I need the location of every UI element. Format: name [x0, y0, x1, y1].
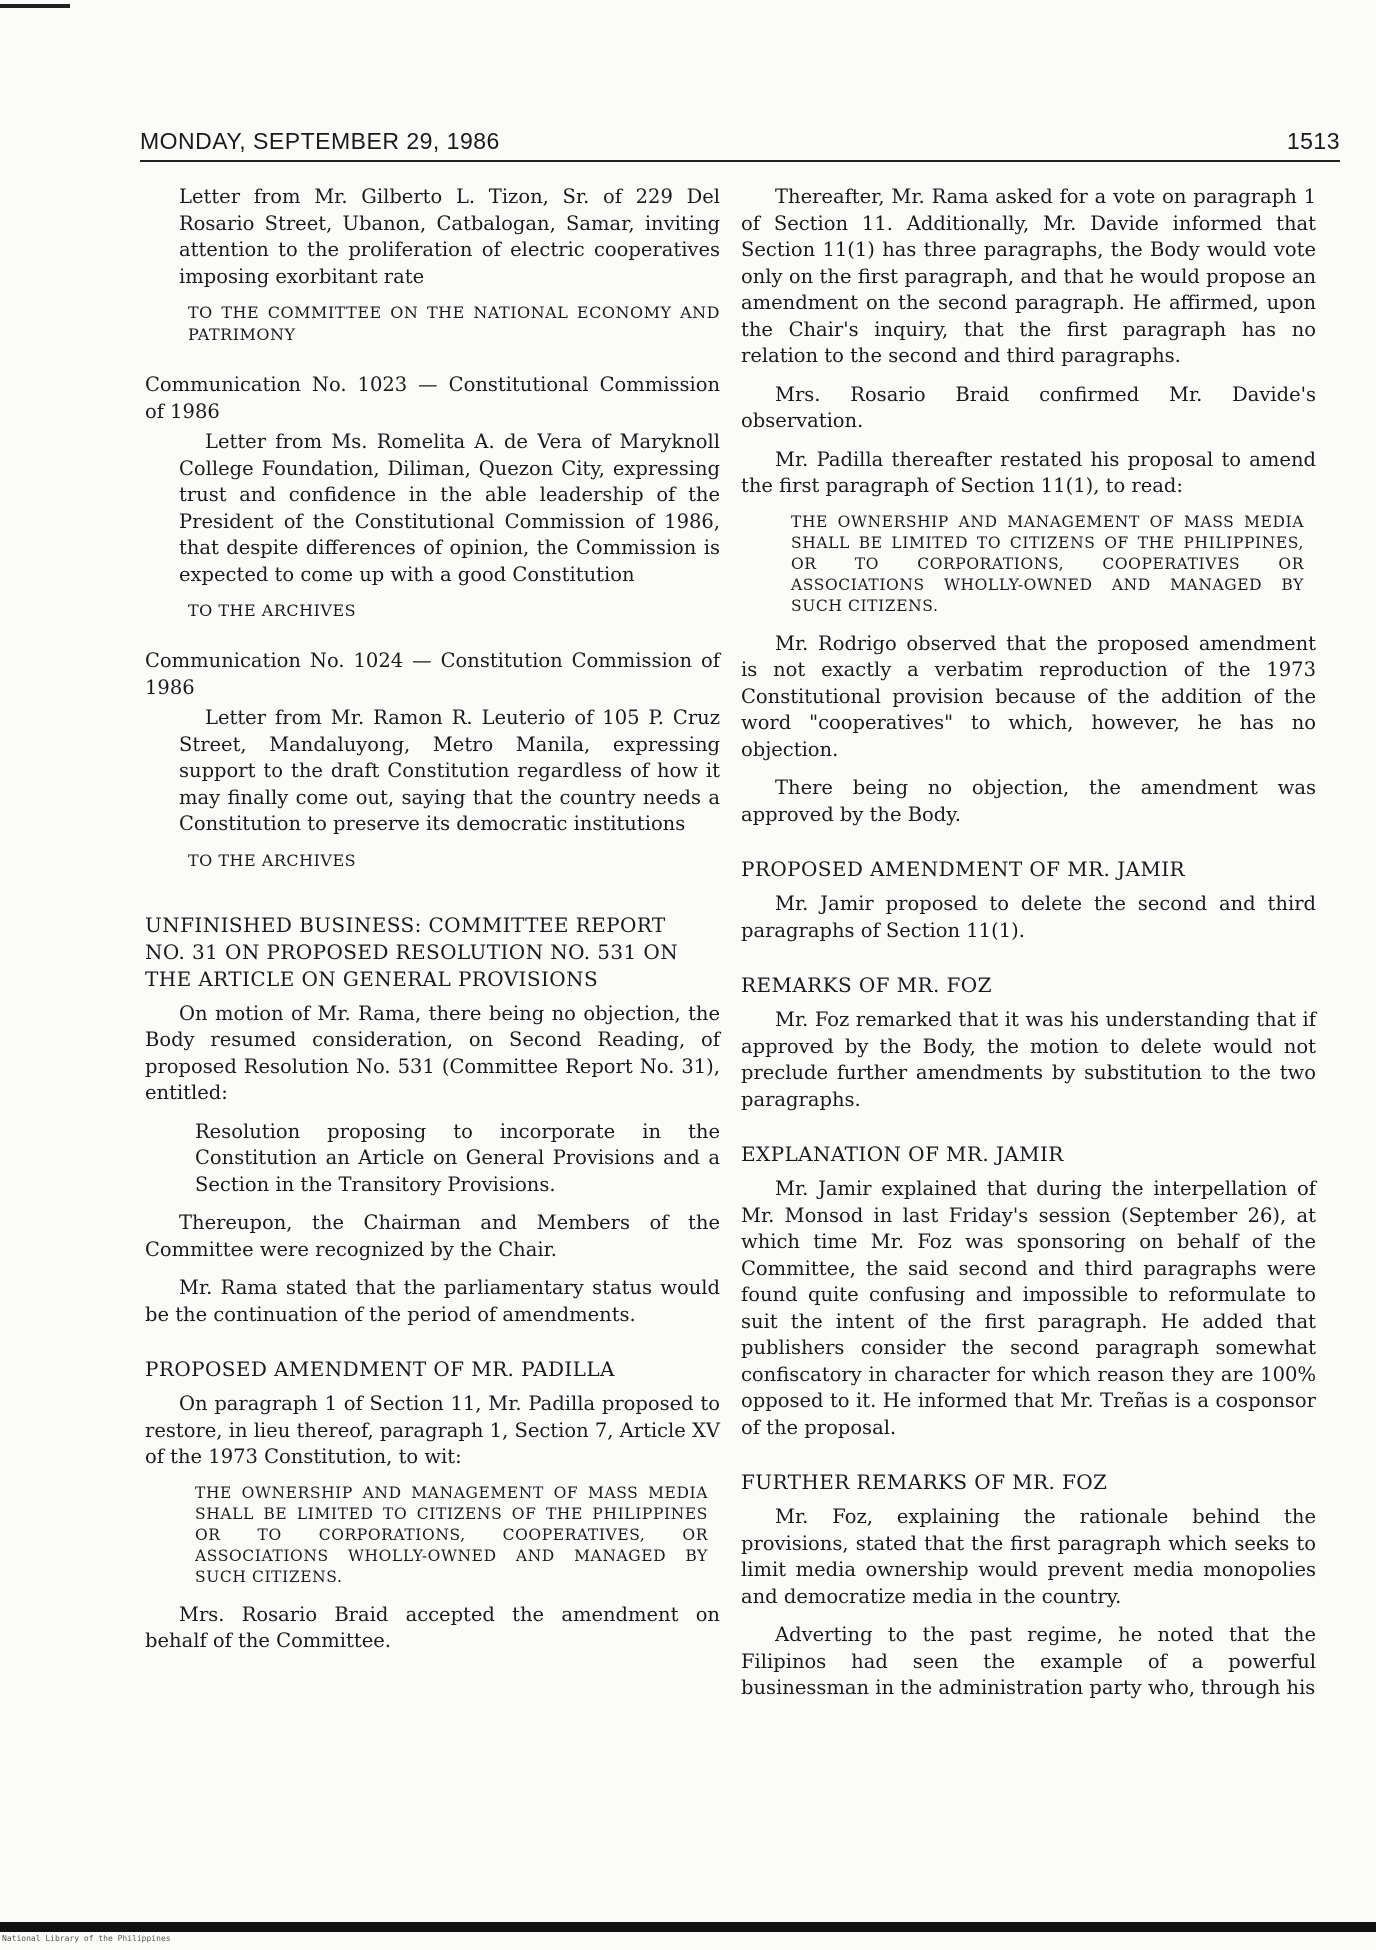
- rama-status: Mr. Rama stated that the parliamentary status would be the continuation of the period of amendments.: [145, 1276, 720, 1326]
- foz-remarks-heading: REMARKS OF MR. FOZ: [741, 973, 992, 997]
- padilla-restated: Mr. Padilla thereafter restated his proposal to amend the first paragraph of Section 11(1), to read:: [741, 447, 1316, 497]
- tizon-referral: TO THE COMMITTEE ON THE NATIONAL ECONOMY AND PATRIMONY: [188, 303, 720, 344]
- page-number: 1513: [1286, 128, 1340, 154]
- restated-quote: THE OWNERSHIP AND MANAGEMENT OF MASS MEDIA SHALL BE LIMITED TO CITIZENS OF THE PHILIPPINES, OR TO CORPORATIONS, COOPERATIVES OR ASSOCIATIONS WHOLLY-OWNED AND MANAGED BY SUCH CITIZENS.: [791, 512, 1304, 615]
- communication-1023: Communication No. 1023 — Constitutional Commission of 1986: [145, 373, 720, 423]
- chairman-recognized: Thereupon, the Chairman and Members of the Committee were recognized by the Chair.: [145, 1211, 720, 1261]
- unfinished-business-heading: UNFINISHED BUSINESS: COMMITTEE REPORT NO. 31 ON PROPOSED RESOLUTION NO. 531 ON THE ARTICLE ON GENERAL PROVISIONS: [145, 912, 679, 991]
- leuterio-letter: Letter from Mr. Ramon R. Leuterio of 105 P. Cruz Street, Mandaluyong, Metro Manila, expressing support to the draft Constitution regardless of how it may finally come out, saying that the country needs a Constitution to preserve its democratic institutions: [179, 706, 720, 835]
- jamir-explanation: Mr. Jamir explained that during the interpellation of Mr. Monsod in last Friday's session (September 26), at which time Mr. Foz was sponsoring on behalf of the Committee, the said second and third paragraphs were found quite confusing and impossible to reformulate to suit the intent of the first paragraph. He added that publishers consider the second paragraph somewhat confiscatory in character for which reason they are 100% opposed to it. He informed that Mr. Treñas is a cosponsor of the proposal.: [741, 1177, 1316, 1439]
- jamir-proposal: Mr. Jamir proposed to delete the second and third paragraphs of Section 11(1).: [741, 892, 1316, 942]
- de-vera-referral: TO THE ARCHIVES: [188, 601, 357, 620]
- left-column: [145, 184, 720, 1667]
- braid-accepted: Mrs. Rosario Braid accepted the amendment on behalf of the Committee.: [145, 1602, 720, 1652]
- amendment-approved: There being no objection, the amendment was approved by the Body.: [741, 776, 1316, 826]
- communication-1024: Communication No. 1024 — Constitution Commission of 1986: [145, 649, 720, 699]
- tizon-letter: Letter from Mr. Gilberto L. Tizon, Sr. of 229 Del Rosario Street, Ubanon, Catbalogan, Samar, inviting attention to the proliferation of electric cooperatives imposing exorbitant rate: [179, 185, 720, 288]
- leuterio-referral: TO THE ARCHIVES: [188, 850, 357, 870]
- braid-confirmed: Mrs. Rosario Braid confirmed Mr. Davide's observation.: [741, 382, 1316, 432]
- top-edge-mark: [0, 4, 70, 8]
- motion-rama: On motion of Mr. Rama, there being no objection, the Body resumed consideration, on Second Reading, of proposed Resolution No. 531 (Committee Report No. 31), entitled:: [145, 1001, 720, 1104]
- footer-bar: [0, 1922, 1376, 1932]
- foz-remarks: Mr. Foz remarked that it was his understanding that if approved by the Body, the motion to delete would not preclude further amendments by substitution to the two paragraphs.: [741, 1008, 1316, 1111]
- rama-vote: Thereafter, Mr. Rama asked for a vote on paragraph 1 of Section 11. Additionally, Mr. Davide informed that Section 11(1) has three paragraphs, the Body would vote only on the first paragraph, and that he would propose an amendment on the second paragraph. He affirmed, upon the Chair's inquiry, that the first paragraph has no relation to the second and third paragraphs.: [741, 185, 1316, 367]
- past-regime: Adverting to the past regime, he noted that the Filipinos had seen the example of a powerful businessman in the administration party who, through his: [741, 1623, 1316, 1699]
- padilla-quote: THE OWNERSHIP AND MANAGEMENT OF MASS MEDIA SHALL BE LIMITED TO CITIZENS OF THE PHILIPPINES OR TO CORPORATIONS, COOPERATIVES, OR ASSOCIATIONS WHOLLY-OWNED AND MANAGED BY SUCH CITIZENS.: [195, 1483, 708, 1586]
- header-rule: [140, 160, 1340, 162]
- header-date: MONDAY, SEPTEMBER 29, 1986: [140, 128, 500, 154]
- jamir-amendment-heading: PROPOSED AMENDMENT OF MR. JAMIR: [741, 857, 1185, 881]
- de-vera-letter: Letter from Ms. Romelita A. de Vera of Maryknoll College Foundation, Diliman, Quezon City, expressing trust and confidence in the able leadership of the President of the Constitutional Commission of 1986, that despite differences of opinion, the Commission is expected to come up with a good Constitution: [179, 430, 720, 586]
- scan-note: National Library of the Philippines: [2, 1934, 171, 1943]
- padilla-amendment-heading: PROPOSED AMENDMENT OF MR. PADILLA: [145, 1357, 615, 1381]
- jamir-explanation-heading: EXPLANATION OF MR. JAMIR: [741, 1142, 1064, 1166]
- foz-rationale: Mr. Foz, explaining the rationale behind the provisions, stated that the first paragraph which seeks to limit media ownership would prevent media monopolies and democratize media in the country.: [741, 1505, 1316, 1608]
- further-foz-heading: FURTHER REMARKS OF MR. FOZ: [741, 1470, 1108, 1494]
- padilla-proposal: On paragraph 1 of Section 11, Mr. Padilla proposed to restore, in lieu thereof, paragraph 1, Section 7, Article XV of the 1973 Constitution, to wit:: [145, 1392, 720, 1468]
- right-column: [741, 184, 1316, 1714]
- resolution-title: Resolution proposing to incorporate in the Constitution an Article on General Provisions and a Section in the Transitory Provisions.: [195, 1119, 720, 1196]
- rodrigo-observed: Mr. Rodrigo observed that the proposed amendment is not exactly a verbatim reproduction of the 1973 Constitutional provision because of the addition of the word "cooperatives" to which, however, he has no objection.: [741, 631, 1316, 761]
